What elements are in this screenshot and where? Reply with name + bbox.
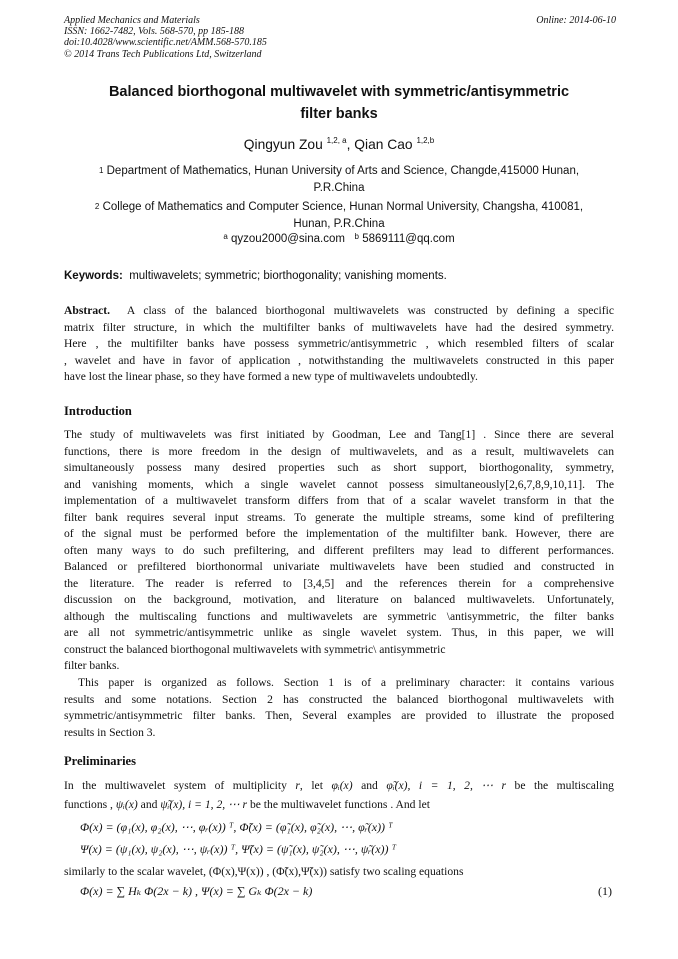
text-run: and [140,798,158,811]
abstract-text: A class of the balanced biorthogonal multiwavelets was constructed by defining a specific [126,304,614,317]
body-line: The study of multiwavelets was first initiated by Goodman, Lee and Tang[1] . Since there are several [64,428,614,441]
body-line: This paper is organized as follows. Section 1 is of a preliminary character: it contains various [78,676,614,689]
math-symbol: r [295,779,300,792]
body-line: similarly to the scalar wavelet, (Φ(x),Ψ(x)) , (Φ̃(x),Ψ̃(x)) satisfy two scaling equations [64,865,464,878]
body-line: construct the balanced biorthogonal multiwavelets with symmetric\ antisymmetric [64,642,446,656]
author-affiliation-marker: 1,2, a [326,136,347,145]
affiliation [64,199,614,233]
author-name: Qingyun Zou [243,137,323,152]
online-date: Online: 2014-06-10 [536,15,616,26]
author-list [64,137,614,152]
abstract [64,303,614,386]
math-symbol: ψ̃ᵢ(x), i = 1, 2, ⋯ r [160,798,248,811]
body-line: are all not symmetric/antisymmetric unlike as single wavelet system. Thus, in this paper, we will [64,626,614,639]
body-line: simultaneously possess many desired properties such as short support, biorthogonality, symmetry, [64,461,614,474]
title-line: Balanced biorthogonal multiwavelet with symmetric/antisymmetric [108,84,570,100]
keywords-text: multiwavelets; symmetric; biorthogonality; vanishing moments. [129,270,447,282]
abstract-line: have lost the linear phase, so they have formed a new type of multiwavelets undoubtedly. [64,370,478,383]
equation-number: (1) [598,884,612,898]
introduction-paragraph [64,675,614,741]
introduction-paragraph [64,427,614,675]
affiliation-marker: 2 [94,202,100,211]
abstract-line [64,303,614,320]
email-link[interactable]: qyzou2000@sina.com [230,233,345,245]
text-run: , let [299,779,323,792]
author-affiliation-marker: 1,2,b [416,136,435,145]
math-symbol: φ̃ᵢ(x), i = 1, 2, ⋯ r [386,779,506,792]
author-separator: , [346,137,355,152]
affiliation [64,163,614,197]
body-line: often many ways to do such prefiltering, and different prefilters may lead to different performances. [64,543,614,557]
journal-name: Applied Mechanics and Materials [64,15,200,26]
paper-title [64,81,614,125]
affiliation-text: Department of Mathematics, Hunan University of Arts and Science, Changde,415000 Hunan, [106,165,580,177]
affiliation-text: College of Mathematics and Computer Science, Hunan Normal University, Changsha, 410081, [102,201,584,213]
equation-1: Φ(x) = ∑ Hₖ Φ(2x − k) , Ψ(x) = ∑ Gₖ Φ(2x − k) [80,884,313,898]
keywords [64,270,624,282]
body-line: the literature. The reader is referred to [3,4,5] and the references therein for a comprehensive [64,576,614,590]
equation-psi: Ψ(x) = (ψ₁(x), ψ₂(x), ⋯, ψᵣ(x)) ᵀ, Ψ̃(x) = (ψ̃₁(x), ψ̃₂(x), ⋯, ψ̃ᵣ(x)) ᵀ [80,842,397,856]
copyright-line: © 2014 Trans Tech Publications Ltd, Switzerland [64,48,262,60]
text-run: be the multiwavelet functions . And let [249,798,430,811]
section-heading-preliminaries: Preliminaries [64,754,136,768]
abstract-line: matrix filter structure, in which the multifilter banks of multiwavelets have had the desired symmetry. [64,320,614,334]
keywords-label: Keywords: [64,270,123,282]
author-emails [64,233,614,245]
title-line: filter banks [300,106,378,122]
affiliation-text: Hunan, P.R.China [293,218,385,230]
body-line: implementation of a multiwavelet transform differs from that of a scalar wavelet transform in that the [64,494,614,507]
affiliation-marker: 1 [98,166,104,175]
body-line: results and some notations. Section 2 has constructed the balanced biorthogonal multiwavelets with [64,692,614,706]
section-heading-introduction: Introduction [64,404,132,418]
body-line: of the signal must be performed before the implementation of the multifilter bank. However, there are [64,527,614,540]
email-marker: b [354,232,359,241]
abstract-line: Here , the multifilter banks have possess symmetric/antisymmetric , which resembled filters of scalar [64,337,614,350]
math-symbol: ψᵢ(x) [115,798,138,811]
text-run: and [361,779,378,792]
email-marker: a [223,232,228,241]
doi-line: doi:10.4028/www.scientific.net/AMM.568-570.185 [64,37,267,49]
abstract-label: Abstract. [64,304,111,317]
body-line: and vanishing moments, which a single wavelet cannot possess simultaneously[2,6,7,8,9,10,11]. The [64,477,614,491]
preliminaries-text [64,776,614,814]
body-line: filter bank requires several input streams. To generate the multiple streams, some kind of prefiltering [64,510,614,524]
body-line: results in Section 3. [64,725,156,739]
body-line: Balanced or prefiltered biorthonormal univariate multiwavelets have been studied and constructed in [64,560,614,573]
body-line: symmetric/antisymmetric filter banks. Then, Several examples are provided to illustrate the proposed [64,709,614,722]
issn-line: ISSN: 1662-7482, Vols. 568-570, pp 185-188 [64,26,244,38]
journal-header [64,15,267,60]
affiliation-text: P.R.China [313,182,365,194]
text-run: be the multiscaling [514,779,614,792]
body-line: discussion on the background, motivation, and literature on balanced multiwavelets. Unfortunately, [64,593,614,606]
body-line: filter banks. [64,659,120,672]
email-link[interactable]: 5869111@qq.com [362,233,455,245]
math-symbol: φᵢ(x) [331,779,353,792]
body-line: although the multiscaling functions and multiwavelets are symmetric \antisymmetric, the filter banks [64,609,614,623]
body-line [64,795,614,814]
abstract-line: , wavelet and have in favor of application , notwithstanding the multiwavelets constructed in this paper [64,353,614,367]
preliminaries-text [64,864,614,881]
text-run: functions , [64,798,113,811]
author-name: Qian Cao [354,137,413,152]
equation-phi: Φ(x) = (φ₁(x), φ₂(x), ⋯, φᵣ(x)) ᵀ, Φ̃(x) = (φ̃₁(x), φ̃₂(x), ⋯, φ̃ᵣ(x)) ᵀ [80,820,393,834]
body-line [64,776,614,795]
body-line: functions, there is more freedom in the design of multiwavelets, and as a result, multiwavelets can [64,444,614,458]
text-run: In the multiwavelet system of multiplicity [64,779,287,792]
